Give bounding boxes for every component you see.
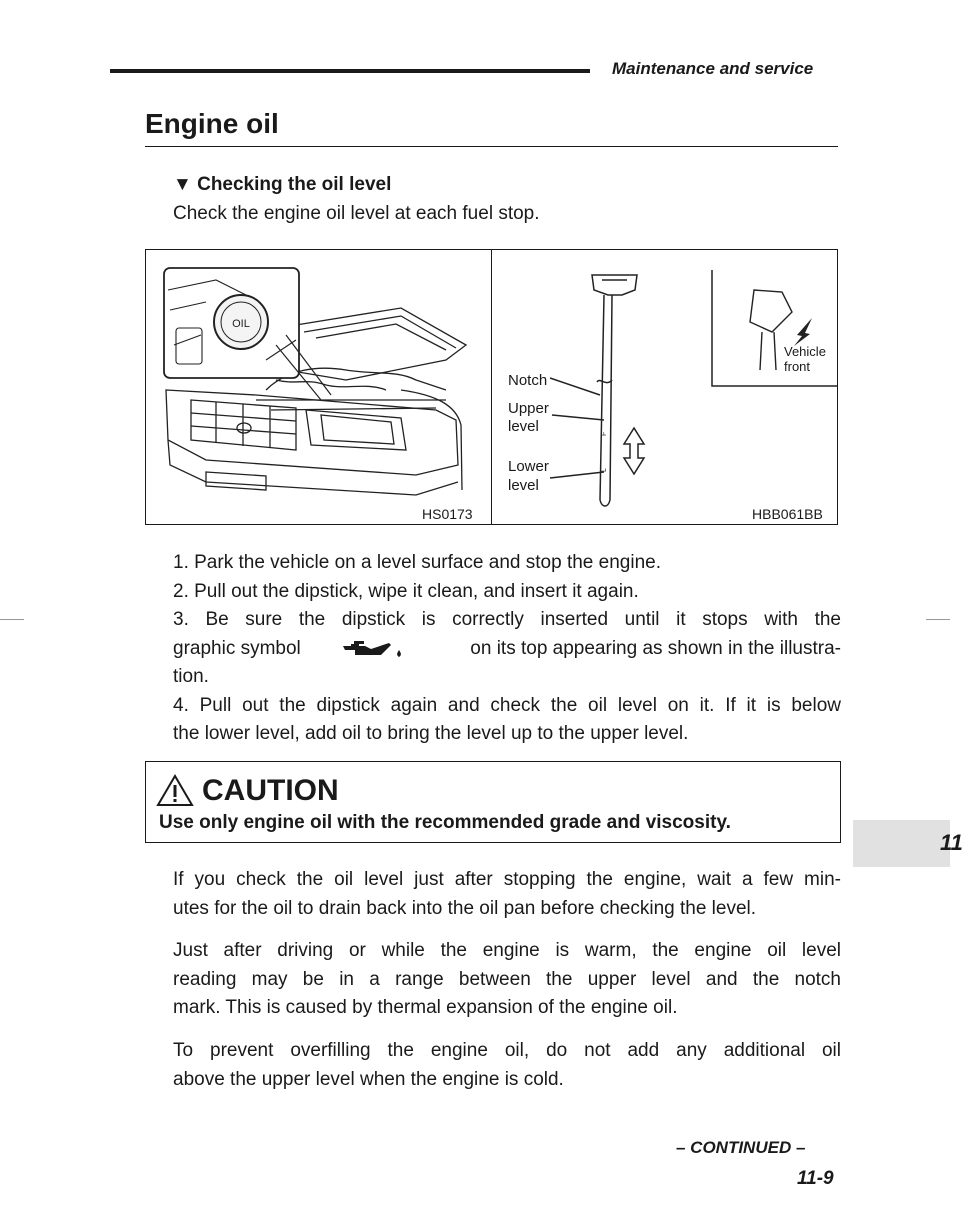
paragraph-2 [173,937,841,1023]
dipstick-mark-l: L [601,468,608,472]
paragraph-1 [173,866,841,923]
engine-bay-illustration [146,250,491,524]
paragraph-3-line-2: above the upper level when the engine is cold. [173,1068,564,1090]
crop-mark-left [0,619,24,620]
step-3-prefix: graphic symbol [173,637,301,659]
title-rule [145,146,838,147]
oil-cap-label: OIL [232,318,250,330]
step-3-suffix: on its top appearing as shown in the illustra- [470,637,841,659]
paragraph-1-line-2: utes for the oil to drain back into the oil pan before checking the level. [173,897,757,919]
step-2: 2. Pull out the dipstick, wipe it clean, and insert it again. [173,580,639,602]
warning-triangle-icon [156,774,194,807]
header-rule [110,69,590,73]
label-vehicle: Vehicle [784,344,826,359]
label-notch: Notch [508,372,548,389]
figure-code-left: HS0173 [422,506,473,522]
page-number: 11-9 [797,1168,834,1189]
paragraph-2-line-2: reading may be in a range between the upper level and the notch [173,968,841,990]
crop-mark-right [926,619,950,620]
label-lower-level: level [508,477,539,494]
caution-text: Use only engine oil with the recommended grade and viscosity. [159,812,731,833]
step-3-line-3: tion. [173,666,209,687]
paragraph-2-line-1: Just after driving or while the engine is warm, the engine oil level [173,940,841,961]
step-3-line-2 [173,635,841,664]
section-heading-text: Checking the oil level [197,174,392,195]
steps-list [173,549,841,749]
triangle-down-icon: ▼ [173,174,192,195]
dipstick-mark-f: F [601,431,608,436]
chapter-tab [853,820,950,867]
step-4-line-1: 4. Pull out the dipstick again and check the oil level on it. If it is below [173,694,841,716]
section-heading [173,174,391,196]
label-upper: Upper [508,400,549,417]
step-3-line-1: 3. Be sure the dipstick is correctly inserted until it stops with the [173,609,841,630]
header-section-title: Maintenance and service [612,59,814,78]
paragraph-3-line-1: To prevent overfilling the engine oil, do not add any additional oil [173,1040,841,1061]
figure-code-right: HBB061BB [752,506,823,522]
label-upper-level: level [508,418,539,435]
page-title: Engine oil [145,108,279,139]
label-vehicle-front: front [784,359,811,374]
oil-can-icon [341,639,407,659]
intro-text: Check the engine oil level at each fuel stop. [173,203,540,224]
label-lower: Lower [508,458,549,475]
chapter-tab-label: 11 [940,830,963,855]
paragraph-3 [173,1037,841,1094]
paragraph-1-line-1: If you check the oil level just after stopping the engine, wait a few min- [173,869,841,890]
step-4-line-2: the lower level, add oil to bring the level up to the upper level. [173,723,689,744]
paragraph-2-line-3: mark. This is caused by thermal expansion of the engine oil. [173,997,678,1018]
step-1: 1. Park the vehicle on a level surface and stop the engine. [173,552,661,573]
continued-label: – CONTINUED – [676,1138,806,1157]
caution-title: CAUTION [202,774,339,807]
